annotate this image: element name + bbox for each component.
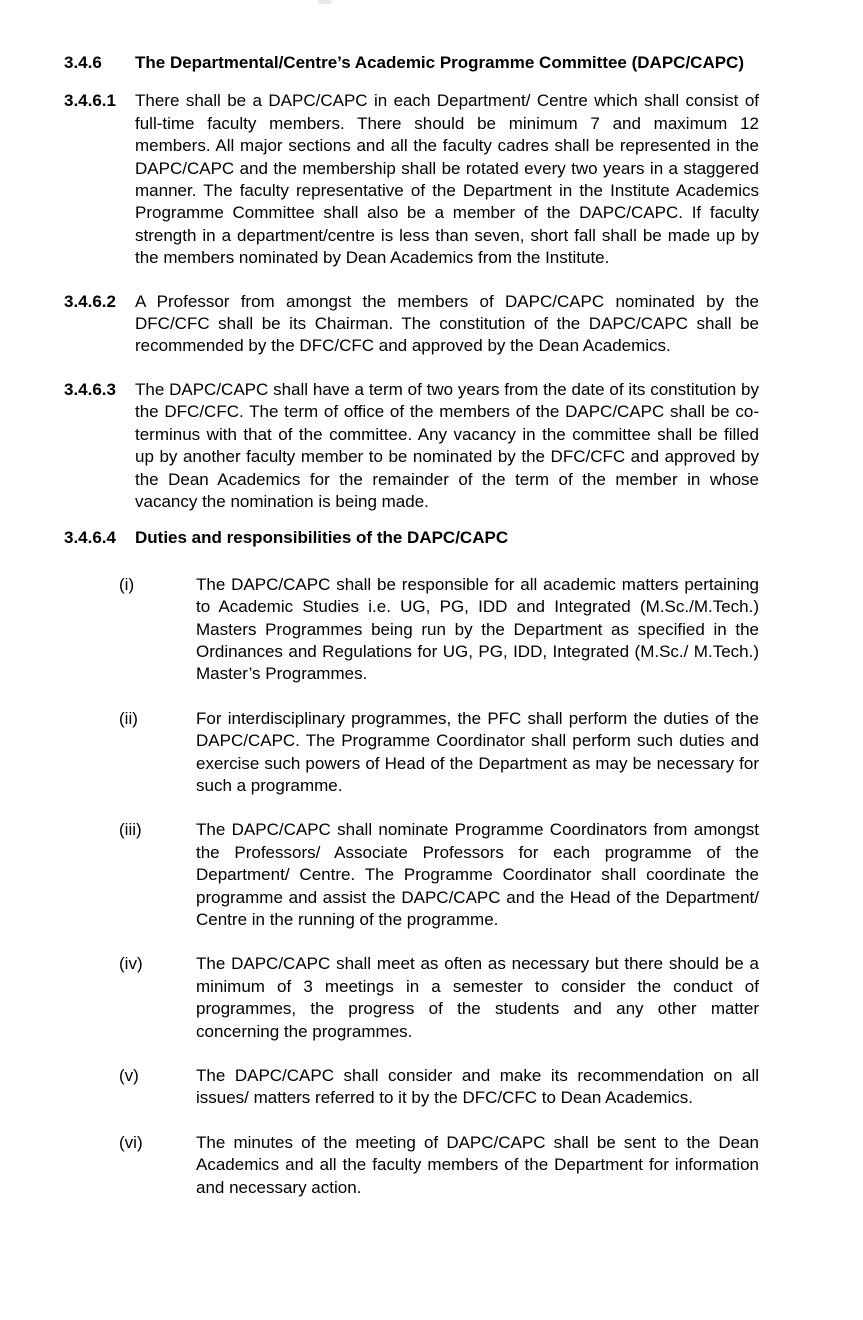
list-item-marker: (iv) bbox=[119, 954, 143, 974]
list-item-marker: (ii) bbox=[119, 708, 138, 728]
list-item-text: The DAPC/CAPC shall consider and make its recommendation on all issues/ matters referred to it by the DFC/CFC to Dean Academics. bbox=[196, 1066, 759, 1108]
section-number: 3.4.6.1 bbox=[64, 91, 116, 111]
list-item-iv bbox=[119, 953, 759, 1043]
list-item-vi bbox=[119, 1132, 759, 1199]
section-number: 3.4.6.4 bbox=[64, 528, 116, 548]
section-paragraph-3-4-6-2 bbox=[64, 291, 759, 358]
list-item-ii bbox=[119, 708, 759, 798]
list-item-text: The DAPC/CAPC shall nominate Programme Coordinators from amongst the Professors/ Associate Professors for each programme of the Department/ Centre. The Programme Coordinator shall coordinate the programme and assist the DAPC/CAPC and the Head of the Department/ Centre in the running of the programme. bbox=[196, 820, 759, 929]
list-item-text: The DAPC/CAPC shall be responsible for all academic matters pertaining to Academic Studies i.e. UG, PG, IDD and Integrated (M.Sc./M.Tech.) Masters Programmes being run by the Department as specified in the Ordinances and Regulations for UG, PG, IDD, Integrated (M.Sc./ M.Tech.) Master’s Programmes. bbox=[196, 574, 759, 684]
list-item-text: The minutes of the meeting of DAPC/CAPC shall be sent to the Dean Academics and all the faculty members of the Department for information and necessary action. bbox=[196, 1132, 759, 1197]
scan-artifact bbox=[318, 0, 332, 4]
section-text: There shall be a DAPC/CAPC in each Department/ Centre which shall consist of full-time faculty members. There should be minimum 7 and maximum 12 members. All major sections and all the faculty cadres shall be represented in the DAPC/CAPC and the membership shall be rotated every two years in a staggered manner. The faculty representative of the Department in the Institute Academics Programme Committee shall also be a member of the DAPC/CAPC. If faculty strength in a department/centre is less than seven, short fall shall be made up by the members nominated by Dean Academics from the Institute. bbox=[135, 91, 759, 268]
section-text: The DAPC/CAPC shall have a term of two years from the date of its constitution by the DFC/CFC. The term of office of the members of the DAPC/CAPC shall be co-terminus with that of the committee. Any vacancy in the committee shall be filled up by another faculty member to be nominated by the DFC/CFC and approved by the Dean Academics for the remainder of the term of the member in whose vacancy the nomination is being made. bbox=[135, 379, 759, 511]
list-item-marker: (vi) bbox=[119, 1132, 143, 1152]
section-title: The Departmental/Centre’s Academic Programme Committee (DAPC/CAPC) bbox=[135, 53, 744, 72]
section-heading-3-4-6 bbox=[64, 52, 759, 74]
duties-list bbox=[64, 574, 759, 1199]
section-number: 3.4.6 bbox=[64, 53, 102, 72]
section-number: 3.4.6.3 bbox=[64, 379, 116, 399]
list-item-v bbox=[119, 1065, 759, 1110]
list-item-i bbox=[119, 574, 759, 686]
list-item-marker: (i) bbox=[119, 574, 135, 594]
section-text: A Professor from amongst the members of DAPC/CAPC nominated by the DFC/CFC shall be its Chairman. The constitution of the DAPC/CAPC shall be recommended by the DFC/CFC and approved by the Dean Academics. bbox=[135, 291, 759, 356]
section-paragraph-3-4-6-1 bbox=[64, 90, 759, 269]
section-heading-3-4-6-4 bbox=[64, 527, 759, 549]
list-item-text: The DAPC/CAPC shall meet as often as necessary but there should be a minimum of 3 meetings in a semester to consider the conduct of programmes, the progress of the students and any other matter concerning the programmes. bbox=[196, 954, 759, 1041]
list-item-marker: (v) bbox=[119, 1066, 139, 1086]
document-content bbox=[64, 52, 759, 1221]
list-item-marker: (iii) bbox=[119, 820, 142, 840]
section-number: 3.4.6.2 bbox=[64, 291, 116, 311]
section-paragraph-3-4-6-3 bbox=[64, 379, 759, 513]
list-item-text: For interdisciplinary programmes, the PFC shall perform the duties of the DAPC/CAPC. The Programme Coordinator shall perform such duties and exercise such powers of Head of the Department as may be necessary for such a programme. bbox=[196, 708, 759, 795]
list-item-iii bbox=[119, 819, 759, 931]
section-title: Duties and responsibilities of the DAPC/CAPC bbox=[135, 528, 509, 548]
